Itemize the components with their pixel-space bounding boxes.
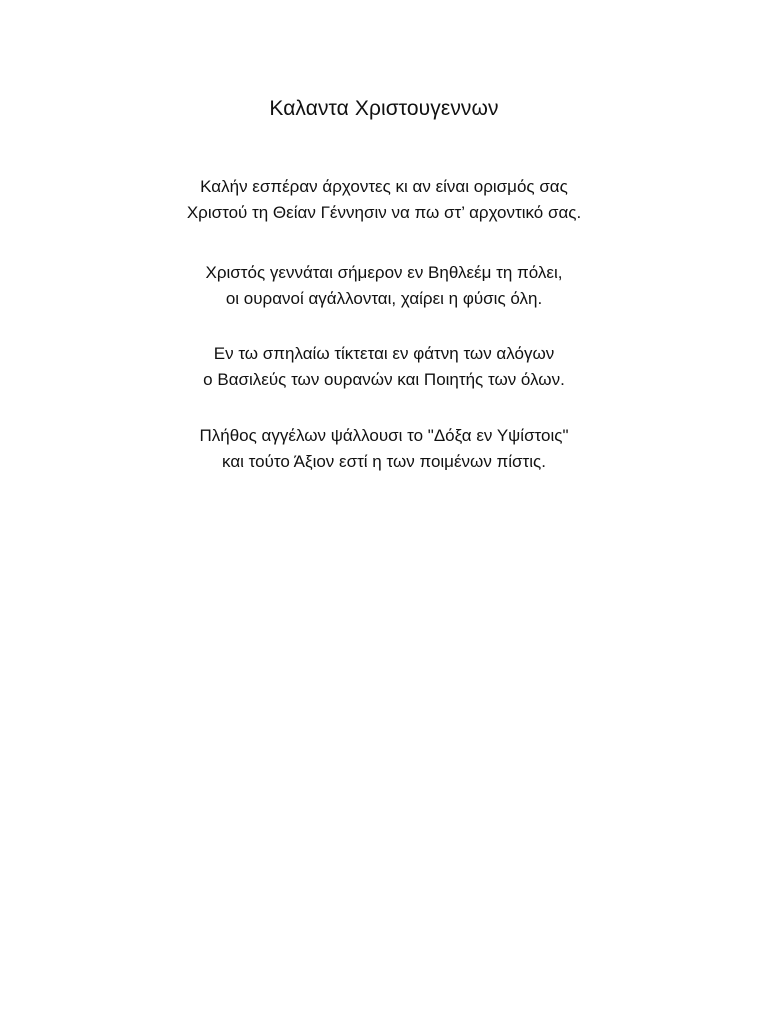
stanza-line: Καλήν εσπέραν άρχοντες κι αν είναι ορισμός σας: [200, 177, 568, 196]
stanza-3: [0, 341, 768, 393]
stanza-1: [0, 174, 768, 226]
stanza-line: Χριστός γεννάται σήμερον εν Βηθλεέμ τη πόλει,: [205, 263, 563, 282]
stanza-line: Πλήθος αγγέλων ψάλλουσι το "Δόξα εν Υψίστοις": [199, 426, 569, 445]
stanza-line: Χριστού τη Θείαν Γέννησιν να πω στ’ αρχοντικό σας.: [186, 203, 582, 222]
stanza-line: ο Βασιλεύς των ουρανών και Ποιητής των όλων.: [203, 370, 565, 389]
stanza-line: Εν τω σπηλαίω τίκτεται εν φάτνη των αλόγων: [213, 344, 555, 363]
stanza-line: οι ουρανοί αγάλλονται, χαίρει η φύσις όλη.: [225, 289, 543, 308]
stanza-line: και τούτο Άξιον εστί η των ποιμένων πίστις.: [222, 452, 546, 471]
document-title: Καλαντα Χριστουγεννων: [269, 97, 499, 120]
stanza-4: [0, 423, 768, 475]
stanza-2: [0, 260, 768, 312]
